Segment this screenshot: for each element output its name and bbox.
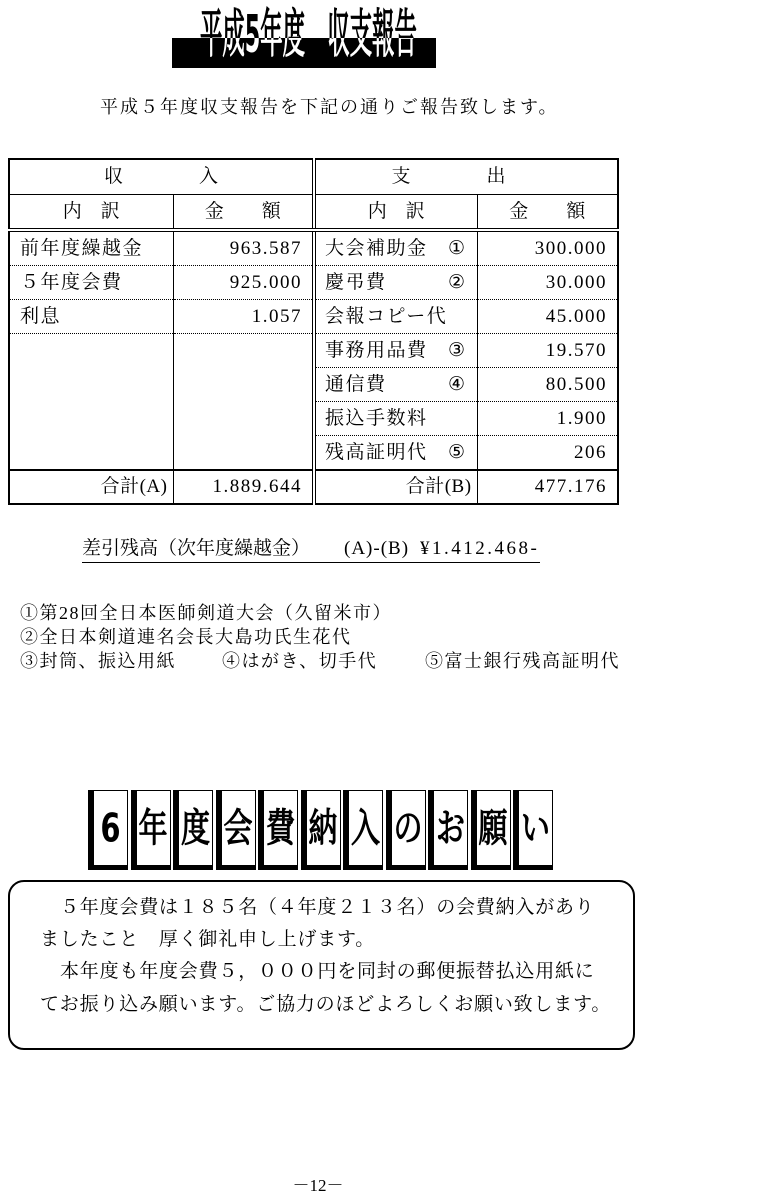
expense-amount-cell: 80.500 bbox=[477, 368, 618, 402]
heading-char-box bbox=[386, 790, 426, 870]
table-row bbox=[9, 334, 618, 368]
income-item-cell-empty bbox=[9, 436, 173, 471]
balance-formula: (A)-(B) bbox=[344, 538, 410, 559]
expense-item-cell bbox=[314, 368, 477, 402]
expense-note-marker: ① bbox=[447, 237, 467, 259]
expense-amount-header: 金 額 bbox=[477, 195, 618, 231]
expense-item-wrap bbox=[316, 238, 477, 260]
heading-char: 費 bbox=[265, 805, 295, 851]
expense-amount-cell: 1.900 bbox=[477, 402, 618, 436]
heading-char-box bbox=[258, 790, 298, 870]
footnote: ②全日本剣道連名会長大島功氏生花代 bbox=[20, 627, 352, 647]
table-header-row bbox=[9, 159, 618, 195]
expense-total-value: 477.176 bbox=[477, 470, 618, 504]
table-total-row bbox=[9, 470, 618, 504]
expense-amount-cell: 45.000 bbox=[477, 300, 618, 334]
message-line: ましたこと 厚く御礼申し上げます。 bbox=[40, 929, 376, 950]
message-line: 本年度も年度会費５，０００円を同封の郵便振替払込用紙に bbox=[60, 961, 595, 982]
expense-item-label: 通信費 bbox=[325, 373, 387, 395]
expense-item-label: 大会補助金 bbox=[325, 237, 428, 259]
table-row bbox=[9, 300, 618, 334]
income-amount-cell: 963.587 bbox=[173, 230, 314, 266]
request-heading bbox=[88, 790, 553, 870]
footnote: ⑤富士銀行残高証明代 bbox=[425, 651, 620, 671]
income-amount-cell-empty bbox=[173, 368, 314, 402]
heading-char: 年 bbox=[138, 805, 168, 851]
balance-amount: ¥1.412.468- bbox=[420, 538, 540, 559]
expense-amount-cell: 19.570 bbox=[477, 334, 618, 368]
table-subheader-row bbox=[9, 195, 618, 231]
message-line: ５年度会費は１８５名（４年度２１３名）の会費納入があり bbox=[60, 897, 595, 918]
table-row bbox=[9, 266, 618, 300]
expense-item-wrap bbox=[316, 374, 477, 396]
income-item-cell-empty bbox=[9, 368, 173, 402]
income-expense-table bbox=[8, 158, 619, 505]
heading-char: 会 bbox=[223, 805, 253, 851]
income-amount-cell: 1.057 bbox=[173, 300, 314, 334]
balance-label: 差引残高（次年度繰越金） bbox=[82, 538, 311, 559]
income-amount-cell-empty bbox=[173, 436, 314, 471]
heading-char-box bbox=[428, 790, 468, 870]
request-message-box bbox=[8, 880, 635, 1050]
expense-item-wrap bbox=[316, 340, 477, 362]
expense-item-wrap bbox=[316, 442, 477, 464]
expense-item-cell bbox=[314, 230, 477, 266]
expense-item-cell bbox=[314, 334, 477, 368]
report-title: 平成5年度 収支報告 bbox=[200, 5, 417, 65]
heading-char: の bbox=[393, 805, 423, 851]
heading-char-box bbox=[216, 790, 256, 870]
heading-char: 6 bbox=[100, 805, 121, 851]
heading-char-box bbox=[301, 790, 341, 870]
heading-char-box bbox=[88, 790, 128, 870]
expense-item-label: 会報コピー代 bbox=[325, 305, 448, 327]
expense-amount-cell: 206 bbox=[477, 436, 618, 471]
heading-char: 納 bbox=[308, 805, 338, 851]
income-item-header: 内 訳 bbox=[9, 195, 173, 231]
table-row bbox=[9, 402, 618, 436]
heading-char-box bbox=[513, 790, 553, 870]
income-item-cell: ５年度会費 bbox=[9, 266, 173, 300]
income-total-value: 1.889.644 bbox=[173, 470, 314, 504]
expense-amount-cell: 30.000 bbox=[477, 266, 618, 300]
expense-item-label: 振込手数料 bbox=[325, 407, 428, 429]
expense-item-label: 慶弔費 bbox=[325, 271, 387, 293]
balance-line bbox=[82, 537, 540, 563]
income-amount-cell-empty bbox=[173, 334, 314, 368]
page-number: －12－ bbox=[292, 1176, 344, 1195]
table-row bbox=[9, 230, 618, 266]
message-line: てお振り込み願います。ご協力のほどよろしくお願い致します。 bbox=[40, 994, 612, 1015]
expense-note-marker: ② bbox=[447, 271, 467, 293]
heading-char: 度 bbox=[180, 805, 210, 851]
expense-header: 支 出 bbox=[314, 159, 618, 195]
footnote: ①第28回全日本医師剣道大会（久留米市） bbox=[20, 603, 392, 623]
intro-text: 平成５年度収支報告を下記の通りご報告致します。 bbox=[100, 97, 559, 117]
heading-char: お bbox=[435, 805, 465, 851]
expense-note-marker: ⑤ bbox=[447, 441, 467, 463]
income-header: 収 入 bbox=[9, 159, 314, 195]
footnote: ④はがき、切手代 bbox=[222, 651, 378, 671]
income-item-cell: 前年度繰越金 bbox=[9, 230, 173, 266]
footnote: ③封筒、振込用紙 bbox=[20, 651, 176, 671]
heading-char: 入 bbox=[350, 805, 380, 851]
heading-char-box bbox=[173, 790, 213, 870]
income-total-label: 合計(A) bbox=[9, 470, 173, 504]
income-item-cell-empty bbox=[9, 334, 173, 368]
heading-char: い bbox=[520, 805, 550, 851]
income-item-cell: 利息 bbox=[9, 300, 173, 334]
expense-note-marker: ④ bbox=[447, 373, 467, 395]
table-row bbox=[9, 368, 618, 402]
expense-item-wrap bbox=[316, 272, 477, 294]
income-amount-header: 金 額 bbox=[173, 195, 314, 231]
heading-char-box bbox=[343, 790, 383, 870]
expense-item-cell bbox=[314, 266, 477, 300]
income-amount-cell-empty bbox=[173, 402, 314, 436]
expense-item-wrap bbox=[316, 408, 477, 430]
expense-note-marker: ③ bbox=[447, 339, 467, 361]
expense-item-wrap bbox=[316, 306, 477, 328]
table-row bbox=[9, 436, 618, 471]
expense-item-cell bbox=[314, 300, 477, 334]
expense-item-header: 内 訳 bbox=[314, 195, 477, 231]
expense-item-cell bbox=[314, 436, 477, 471]
expense-amount-cell: 300.000 bbox=[477, 230, 618, 266]
heading-char-box bbox=[131, 790, 171, 870]
income-amount-cell: 925.000 bbox=[173, 266, 314, 300]
heading-char: 願 bbox=[478, 805, 508, 851]
expense-total-label: 合計(B) bbox=[314, 470, 477, 504]
expense-item-label: 事務用品費 bbox=[325, 339, 428, 361]
income-item-cell-empty bbox=[9, 402, 173, 436]
expense-item-label: 残高証明代 bbox=[325, 441, 428, 463]
heading-char-box bbox=[471, 790, 511, 870]
expense-item-cell bbox=[314, 402, 477, 436]
